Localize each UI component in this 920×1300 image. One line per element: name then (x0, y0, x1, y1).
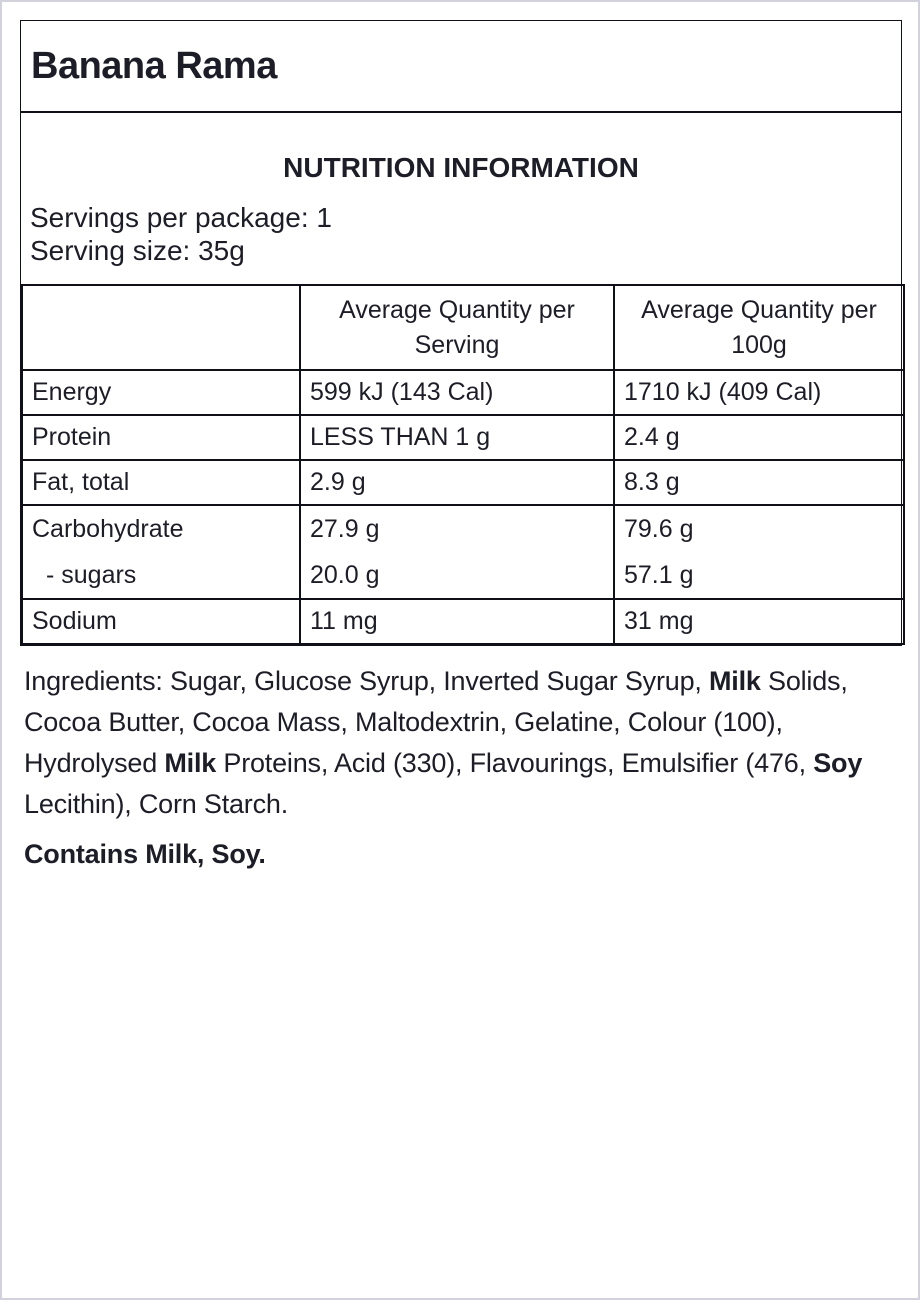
allergen-statement: Contains Milk, Soy. (24, 839, 266, 869)
carbohydrate-per100g-value: 79.6 g (624, 515, 694, 543)
table-row-energy (22, 370, 904, 415)
row-per100g-value: 31 mg (614, 599, 904, 644)
row-label (22, 505, 300, 599)
table-row-carbohydrate (22, 505, 904, 599)
product-title-box (20, 20, 902, 112)
header-nutrient-col (22, 285, 300, 370)
row-serving-value: 2.9 g (300, 460, 614, 505)
servings-info (21, 201, 901, 267)
servings-per-package: Servings per package: 1 (30, 202, 332, 233)
row-serving-value: 11 mg (300, 599, 614, 644)
sugars-label: - sugars (46, 561, 137, 589)
nutrition-table (21, 284, 905, 645)
carbohydrate-label: Carbohydrate (32, 515, 184, 543)
panel-heading: NUTRITION INFORMATION (283, 152, 639, 183)
sugars-serving-value: 20.0 g (310, 561, 380, 589)
row-per100g-value (614, 505, 904, 599)
carbohydrate-serving-value: 27.9 g (310, 515, 380, 543)
nutrition-label (20, 20, 902, 875)
table-row-sodium (22, 599, 904, 644)
row-label: Energy (22, 370, 300, 415)
nutrition-panel (20, 112, 902, 646)
sugars-per100g-value: 57.1 g (624, 561, 694, 589)
table-row-protein (22, 415, 904, 460)
table-header-row (22, 285, 904, 370)
row-per100g-value: 1710 kJ (409 Cal) (614, 370, 904, 415)
row-serving-value (300, 505, 614, 599)
serving-size: Serving size: 35g (30, 235, 245, 266)
row-per100g-value: 8.3 g (614, 460, 904, 505)
row-serving-value: 599 kJ (143 Cal) (300, 370, 614, 415)
row-per100g-value: 2.4 g (614, 415, 904, 460)
header-per-serving-col: Average Quantity per Serving (300, 285, 614, 370)
row-label: Sodium (22, 599, 300, 644)
row-serving-value: LESS THAN 1 g (300, 415, 614, 460)
product-title: Banana Rama (31, 45, 277, 87)
row-label: Protein (22, 415, 300, 460)
header-per-100g-col: Average Quantity per 100g (614, 285, 904, 370)
ingredients-paragraph: Ingredients: Sugar, Glucose Syrup, Inverted Sugar Syrup, Milk Solids, Cocoa Butter, Cocoa Mass, Maltodextrin, Gelatine, Colour (100), Hydrolysed Milk Proteins, Acid (330), Flavourings, Emulsifier (476, Soy Lecithin), Corn Starch. (24, 666, 863, 819)
table-row-fat-total (22, 460, 904, 505)
row-label: Fat, total (22, 460, 300, 505)
